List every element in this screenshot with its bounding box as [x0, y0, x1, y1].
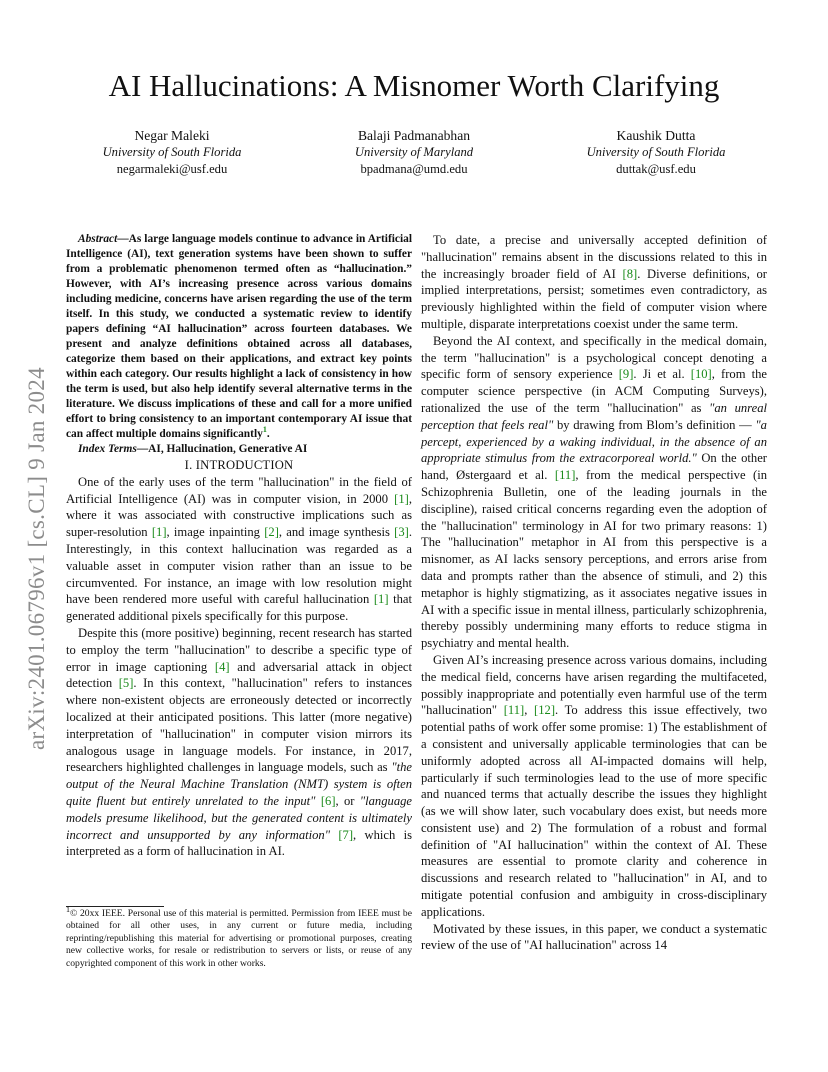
text-run: , and image synthesis	[278, 525, 395, 540]
quote: "an unreal perception that feels real"	[421, 400, 767, 432]
author-email: duttak@usf.edu	[616, 162, 696, 176]
arxiv-stamp	[22, 230, 52, 750]
text-run: , where it was associated with constructive implications such as super-resolution	[66, 491, 412, 540]
intro-paragraph-1	[66, 474, 412, 625]
author-3	[546, 127, 766, 178]
author-name: Negar Maleki	[134, 128, 210, 143]
quote: "a percept, experienced by a waking individual, in the absence of an appropriate stimulus from the extracorporeal world."	[421, 417, 767, 466]
footnote	[66, 904, 412, 970]
text-run: , from the medical perspective (in Schizophrenia Bulletin, one of the leading journals in the discipline), raised critical concerns regarding even the adoption of the "hallucination" terminology in AI for two primary reasons: 1) The "hallucination" metaphor in AI from this perspective is a misnomer, as AI lacks sensory perceptions, and errors arise from data and prompts rather than the absence of stimuli, and 2) this metaphor is highly stigmatizing, as it associates negative issues in AI with a specific issue in mental illness, particularly schizophrenia, thereby possibly undermining many efforts to reduce stigma in psychiatry and mental health.	[421, 468, 767, 651]
author-affiliation: University of Maryland	[354, 145, 474, 159]
citation-link[interactable]: [9]	[618, 367, 634, 382]
text-run: To date, a precise and universally accepted definition of "hallucination" remains absent in the discussions related to this in the increasingly broader field of AI	[421, 233, 767, 281]
footnote-text: © 20xx IEEE. Personal use of this material is permitted. Permission from IEEE must be obtained for all other uses, in any current or future media, including reprinting/republishing this material for advertising or promotional purposes, creating new collective works, for resale or redistribution to servers or lists, or reuse of any copyrighted component of this work in other works.	[66, 908, 412, 969]
author-affiliation: University of South Florida	[586, 145, 726, 159]
citation-link[interactable]: [10]	[690, 367, 712, 382]
intro-paragraph-2	[66, 625, 412, 860]
footnote-rule	[66, 906, 164, 907]
citation-link[interactable]: [4]	[214, 659, 230, 674]
index-terms-body: AI, Hallucination, Generative AI	[148, 443, 308, 455]
text-run: . Diverse definitions, or implied interpretations, persist; sometimes even contradictory, as previously highlighted within the field of computer vision where multiple, disparate interpretations coexist under the same term.	[421, 266, 767, 331]
author-block	[62, 127, 766, 178]
citation-link[interactable]: [1]	[151, 525, 167, 540]
text-run: and adversarial attack in object detection	[66, 659, 412, 691]
author-affiliation: University of South Florida	[102, 145, 242, 159]
citation-link[interactable]: [11]	[503, 703, 525, 718]
author-email: negarmaleki@usf.edu	[116, 162, 228, 176]
author-1	[62, 127, 282, 178]
text-run: Given AI’s increasing presence across various domains, including the medical field, concerns have arisen regarding the multifaceted, possibly inappropriate and potentially even harmful use of the term "hallucination"	[421, 652, 767, 718]
text-run: . To address this issue effectively, two potential paths of work offer some promise: 1) The establishment of a consistent and universally applicable terminologies that can be uniformly adopted across all AI-impacted domains will help, particularly if such terminologies lead to the use of more specific and nuanced terms that actually describe the issues they highlight (as we will show later, such vocabulary does exist, but needs more consistent use) and 2) The formulation of a robust and formal definition of "AI hallucination" within the context of AI. These measures are essential to promote clarity and coherence in discussions and research related to "hallucination" in AI, and to mitigate potential confusion and ambiguity in cross-disciplinary applications.	[421, 703, 768, 919]
index-terms: Index Terms—AI, Hallucination, Generative AI	[78, 443, 308, 455]
text-run: . Ji et al.	[633, 367, 691, 382]
author-2	[304, 127, 524, 178]
quote: "the output of the Neural Machine Translation (NMT) system is often quite fluent but entirely unrelated to the input"	[66, 760, 412, 808]
text-run: Beyond the AI context, and specifically in the medical domain, the term "hallucination" is a psychological concept denoting a specific form of sensory experience	[421, 333, 767, 382]
index-terms-label: Index Terms	[78, 443, 137, 455]
citation-link[interactable]: [1]	[394, 491, 409, 506]
abstract-end: .	[266, 428, 270, 440]
citation-link[interactable]: [3]	[394, 525, 409, 540]
left-column	[66, 232, 412, 860]
intro-paragraph-3	[421, 232, 767, 333]
text-run: that generated additional pixels specifically for this purpose.	[66, 592, 412, 624]
section-heading-introduction: I. INTRODUCTION	[184, 458, 294, 472]
text-run: by drawing from Blom’s definition —	[553, 417, 756, 432]
text-run: Despite this (more positive) beginning, recent research has started to employ the term "hallucination" to describe a specific type of error in image captioning	[66, 625, 412, 674]
arxiv-id: arXiv:2401.06796v1 [cs.CL] 9 Jan 2024	[24, 367, 49, 750]
quote: "language models presume likelihood, but the generated content is ultimately incorrect and unsupported by any information"	[66, 793, 413, 842]
abstract: Abstract—As large language models continue to advance in Artificial Intelligence (AI), text generation systems have been shown to suffer from a problematic phenomenon termed often as “hallucination.” However, with AI’s increasing presence across various domains including medicine, concerns have arisen regarding the use of the term itself. In this study, we conducted a systematic review to identify papers defining “AI hallucination” across fourteen databases. We present and analyze definitions obtained across all databases, categorize them based on their applications, and extract key points within each category. Our results highlight a lack of consistency in how the term is used, but also help identify several alternative terms in the literature. We discuss implications of these and call for a more unified effort to bring consistency to an important contemporary AI issue that can affect multiple domains significantly$^1$.	[66, 233, 412, 440]
citation-link[interactable]: [1]	[373, 592, 389, 607]
text-run: , image inpainting	[166, 525, 265, 540]
citation-link[interactable]: [6]	[320, 793, 336, 808]
footnote-mark: 1	[66, 904, 70, 914]
paper-title: AI Hallucinations: A Misnomer Worth Clarifying	[108, 68, 720, 103]
citation-link[interactable]: [5]	[118, 676, 134, 691]
text-run: , or	[335, 793, 360, 808]
footnote-link[interactable]: 1	[262, 425, 267, 435]
right-column	[421, 232, 767, 954]
intro-paragraph-4	[421, 333, 767, 652]
author-email: bpadmana@umd.edu	[360, 162, 468, 176]
citation-link[interactable]: [7]	[338, 827, 354, 842]
text-run: , which is interpreted as a form of hallucination in AI.	[66, 827, 413, 859]
text-run: , from the computer science perspective (in ACM Computing Surveys), rationalized the use of the term "hallucination" as	[421, 367, 767, 415]
citation-link[interactable]: [11]	[554, 468, 576, 483]
intro-paragraph-6: Motivated by these issues, in this paper, we conduct a systematic review of the use of "AI hallucination" across 14	[421, 921, 767, 953]
text-run: . In this context, "hallucination" refers to instances where non-existent objects are erroneously detected or incorrectly localized at their anticipated positions. This latter (more negative) interpretation of "hallucination" in computer vision mirrors its analogous usage in language models. For instance, in 2017, researchers highlighted challenges in language models, such as	[66, 676, 412, 775]
citation-link[interactable]: [2]	[264, 525, 279, 540]
author-name: Kaushik Dutta	[616, 128, 696, 143]
intro-paragraph-5	[421, 652, 767, 921]
text-run: . Interestingly, in this context hallucination was regarded as a valuable asset in computer vision rather than an issue to be circumvented. For instance, an image with low resolution might have been rendered more useful with careful hallucination	[66, 525, 412, 607]
citation-link[interactable]: [12]	[534, 703, 556, 718]
text-run: ,	[524, 703, 535, 718]
abstract-label: Abstract	[78, 233, 118, 245]
citation-link[interactable]: [8]	[622, 266, 638, 281]
abstract-body: As large language models continue to advance in Artificial Intelligence (AI), text generation systems have been shown to suffer from a problematic phenomenon termed often as “hallucination.” However, with AI’s increasing presence across various domains including medicine, concerns have arisen regarding the use of the term itself. In this study, we conducted a systematic review to identify papers defining “AI hallucination” across fourteen databases. We present and analyze definitions obtained across all databases, categorize them based on their applications, and extract key points within each category. Our results highlight a lack of consistency in how the term is used, but also help identify several alternative terms in the literature. We discuss implications of these and call for a more unified effort to bring consistency to an important contemporary AI issue that can affect multiple domains significantly	[66, 233, 412, 440]
text-run: One of the early uses of the term "hallucination" in the field of Artificial Intelligence (AI) was in computer vision, in 2000	[66, 474, 412, 506]
text-run: On the other hand, Østergaard et al.	[421, 451, 767, 483]
author-name: Balaji Padmanabhan	[357, 128, 471, 143]
